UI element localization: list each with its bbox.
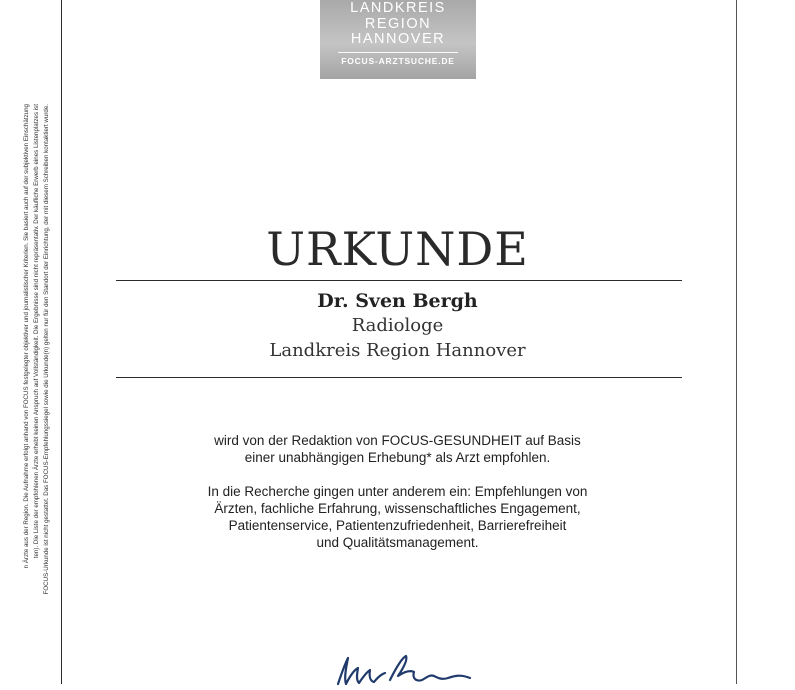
criteria-line: und Qualitätsmanagement. — [316, 535, 479, 550]
criteria-line: Ärzten, fachliche Erfahrung, wissenschaftliches Engagement, — [214, 501, 581, 516]
seal-region-name — [320, 0, 476, 48]
seal-line: LANDKREIS — [350, 0, 446, 16]
seal-line: REGION — [364, 15, 432, 32]
side-disclaimer-line: n Ärzte aus der Region. Die Aufnahme erfolgt anhand von FOCUS festgelegter objektiver und journalistischer Kriterien. Sie basiert auch auf der subjektiven Einschätzung — [23, 104, 30, 569]
recommendation-text — [0, 432, 795, 466]
recommendation-line: wird von der Redaktion von FOCUS-GESUNDHEIT auf Basis — [214, 433, 581, 448]
criteria-line: Patientenservice, Patientenzufriedenheit, Barrierefreiheit — [228, 518, 567, 533]
seal-divider — [338, 52, 458, 53]
divider-bottom — [116, 377, 682, 378]
focus-region-seal — [320, 0, 476, 79]
side-disclaimer — [22, 104, 58, 684]
recommendation-line: einer unabhängigen Erhebung* als Arzt empfohlen. — [244, 450, 551, 465]
seal-site: FOCUS-ARZTSUCHE.DE — [341, 55, 455, 66]
doctor-name: Dr. Sven Bergh — [317, 290, 478, 312]
seal-line: HANNOVER — [350, 31, 446, 47]
certificate-title: URKUNDE — [266, 222, 529, 276]
signature-icon — [330, 650, 490, 690]
doctor-region: Landkreis Region Hannover — [269, 340, 526, 361]
research-criteria-text — [0, 483, 795, 551]
criteria-line: In die Recherche gingen unter anderem ein: Empfehlungen von — [207, 484, 588, 499]
side-disclaimer-line: FOCUS-Urkunde ist nicht gestattet. Das FOCUS-Empfehlungssiegel sowie die Urkunde(n) gelten nur für den Standort der Einrichtung, der mit diesem Schreiben kontaktiert wurde. — [43, 104, 50, 595]
divider-top — [116, 280, 682, 281]
doctor-specialty: Radiologe — [351, 315, 444, 336]
side-disclaimer-line: ten). Die Liste der empfohlenen Ärzte erhebt keinen Anspruch auf Vollständigkeit. Die Ergebnisse sind nicht repräsentativ. Der käufliche Erwerb eines Listenplatzes ist — [33, 104, 40, 559]
